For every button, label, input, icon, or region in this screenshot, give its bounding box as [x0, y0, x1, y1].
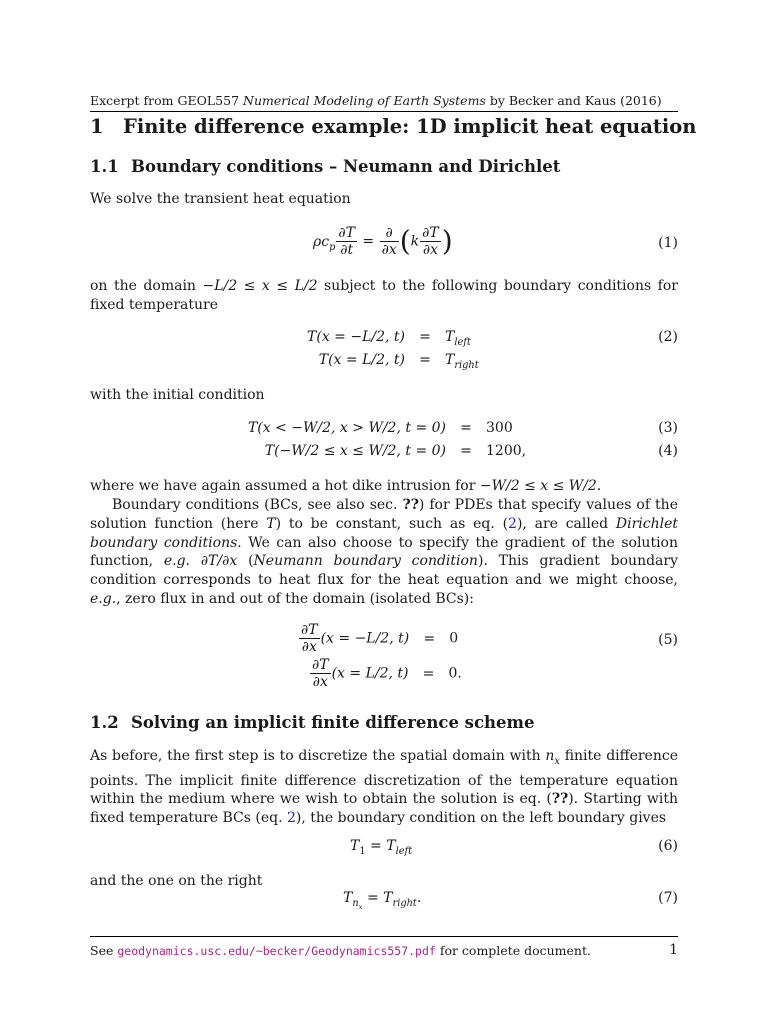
implicit-scheme-paragraph: As before, the first step is to discretize the spatial domain with $n_x$ finite difference points. The implicit finite difference discretization of the temperature equation within the medium where we wish to obtain the solution is eq. (??). Starting with fixed temperature BCs (eq. 2), the boundary condition on the left boundary gives [90, 748, 678, 827]
equation-6: $T_1 = T_{left}$ [350, 838, 413, 857]
equation-number-2: (2) [658, 329, 678, 345]
document-url-link[interactable]: geodynamics.usc.edu/~becker/Geodynamics557.pdf [117, 944, 436, 958]
footer-rule [90, 936, 678, 937]
equation-5-row-1: $\frac{\partial T}{\partial x}$ (x = −L/2, t) = 0 [301, 622, 459, 655]
running-header: Excerpt from GEOL557 Numerical Modeling of Earth Systems by Becker and Kaus (2016) [90, 93, 662, 108]
intro-text: We solve the transient heat equation [90, 191, 351, 207]
subsection-heading-1-2: 1.2 Solving an implicit finite difference scheme [90, 713, 535, 732]
equation-2-row-2: T(x = L/2, $t) = T_{right}$ [318, 352, 479, 371]
equation-number-6: (6) [658, 838, 678, 854]
domain-paragraph: on the domain −L/2 ≤ x ≤ L/2 subject to the following boundary conditions for fixed temperature [90, 278, 678, 313]
equation-number-7: (7) [658, 890, 678, 906]
footer-note: See geodynamics.usc.edu/~becker/Geodynamics557.pdf for complete document. [90, 943, 591, 958]
equation-4: T(−W/2 ≤ x ≤ W/2, t = 0) = 1200, [264, 443, 527, 459]
equation-5-row-2: $\frac{\partial T}{\partial x}$ (x = L/2, t) = 0. [312, 657, 462, 690]
boundary-conditions-paragraph: Boundary conditions (BCs, see also sec. ??) for PDEs that specify values of the solution function (here T) to be constant, such as eq. (2), are called Dirichlet boundary conditions. We can also choose to specify the gradient of the solution function, e.g. ∂T/∂x (Neumann boundary condition). This gradient boundary condition corresponds to heat flux for the heat equation and we might choose, e.g., zero flux in and out of the domain (isolated BCs): [90, 497, 678, 607]
equation-7: $T_{n_x} = T_{right}$. [343, 890, 422, 911]
subsection-heading-1-1: 1.1 Boundary conditions – Neumann and Dirichlet [90, 157, 561, 176]
equation-3: T(x < −W/2, x > W/2, t = 0) = 300 [247, 420, 513, 436]
equation-2-link[interactable]: 2 [508, 515, 517, 532]
equation-2-link-2[interactable]: 2 [286, 810, 296, 827]
equation-number-1: (1) [658, 235, 678, 251]
equation-1: $\rho c_p$ $\frac{\partial T}{\partial t}$ = $\frac{\partial}{\partial x}$ (k $\frac{\partial T}{\partial x}$ ) [313, 224, 453, 258]
page-number: 1 [669, 942, 678, 958]
initial-condition-text: with the initial condition [90, 387, 265, 403]
equation-number-3: (3) [658, 420, 678, 436]
right-boundary-text: and the one on the right [90, 873, 263, 889]
header-rule [90, 111, 678, 112]
equation-number-5: (5) [658, 632, 678, 648]
equation-number-4: (4) [658, 443, 678, 459]
dike-sentence: where we have again assumed a hot dike intrusion for −W/2 ≤ x ≤ W/2. [90, 478, 602, 494]
section-heading: 1 Finite difference example: 1D implicit heat equation [90, 115, 697, 138]
equation-2-row-1: T(x = −L/2, $t) = T_{left}$ [307, 329, 471, 348]
